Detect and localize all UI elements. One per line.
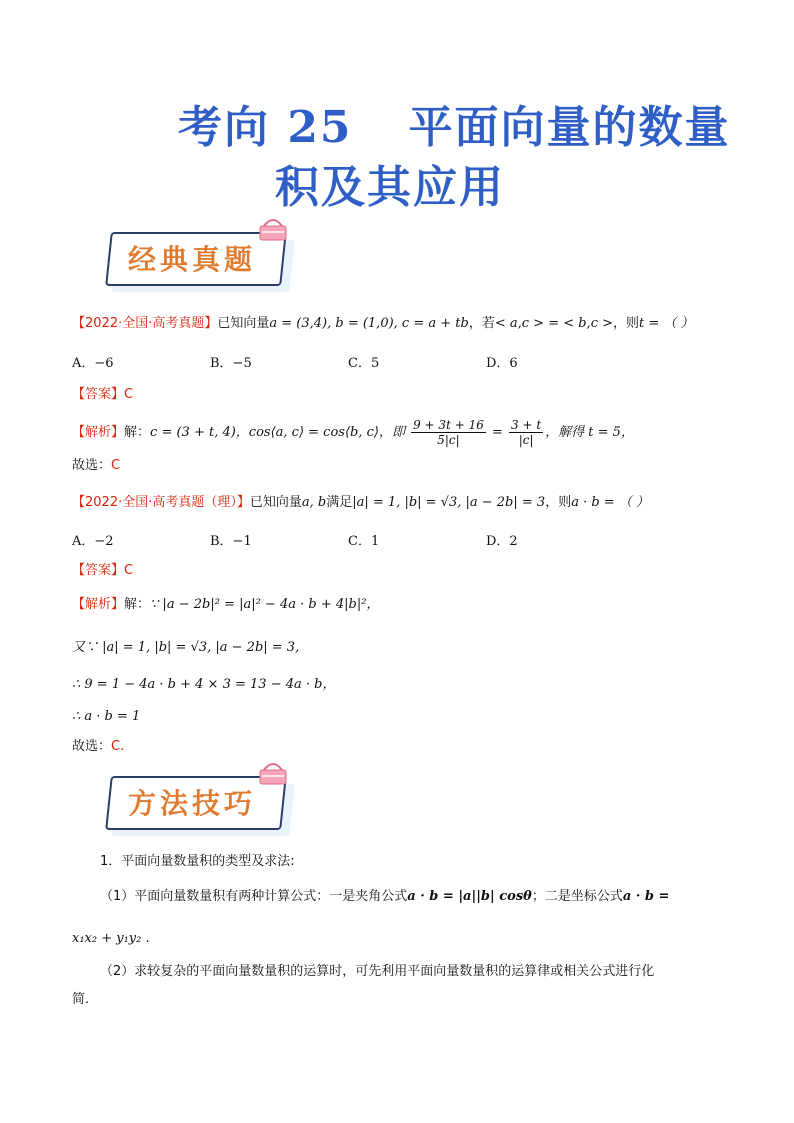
title-topic-number: 考向 25 bbox=[178, 102, 353, 153]
badge-label: 经典真题 bbox=[128, 243, 257, 276]
method-point-1-2-continued: 简. bbox=[72, 992, 90, 1007]
analysis-formula: ，解得 t = 5， bbox=[545, 425, 634, 440]
title-topic-name: 平面向量的数量 bbox=[408, 102, 731, 153]
option-b: B．−5 bbox=[210, 356, 252, 371]
method-text: ；二是坐标公式 bbox=[531, 889, 623, 904]
method-point-1-1 bbox=[100, 887, 669, 907]
select-1 bbox=[72, 456, 120, 476]
question-source: 【2022·全国·高考真题】 bbox=[72, 316, 218, 331]
method-text: （1）平面向量数量积有两种计算公式：一是夹角公式 bbox=[100, 889, 408, 904]
section-badge-classic bbox=[104, 226, 294, 292]
coordinate-formula-continued: x₁x₂ + y₁y₂ . bbox=[72, 931, 150, 946]
analysis-label: 【解析】 bbox=[72, 425, 125, 440]
select-2 bbox=[72, 737, 124, 757]
option-b: B．−1 bbox=[210, 534, 252, 549]
answer-value: C bbox=[124, 387, 134, 402]
fraction-2 bbox=[509, 418, 543, 447]
stem-text: 已知向量 bbox=[217, 316, 270, 331]
select-value: C. bbox=[111, 739, 125, 754]
stem-text: 已知向量 bbox=[249, 495, 302, 510]
answer-1 bbox=[72, 385, 133, 405]
fraction-1 bbox=[411, 418, 486, 447]
condition-formula: < a,c > = < b,c > bbox=[494, 316, 613, 331]
method-point-1-2: （2）求较复杂的平面向量数量积的运算时，可先利用平面向量数量积的运算律或相关公式进行化 bbox=[100, 964, 655, 979]
question-1-stem bbox=[72, 314, 694, 334]
analysis-step: ∵ |a − 2b|² = |a|² − 4a · b + 4|b|²， bbox=[150, 597, 380, 612]
analysis-step: ∴ a · b = 1 bbox=[72, 709, 141, 724]
badge-label: 方法技巧 bbox=[128, 787, 257, 820]
stem-text: 满足 bbox=[326, 495, 353, 510]
stem-text: ，则 bbox=[613, 316, 640, 331]
option-d: D．2 bbox=[486, 534, 518, 549]
analysis-prefix: 解： bbox=[124, 425, 151, 440]
option-a: A．−6 bbox=[72, 356, 114, 371]
binder-clip-icon bbox=[256, 218, 290, 244]
analysis-formula: c = (3 + t, 4)，cos⟨a, c⟩ = cos⟨b, c⟩，即 bbox=[150, 425, 405, 440]
question-ask: t = （ ） bbox=[639, 316, 694, 331]
page-title-line2: 积及其应用 bbox=[275, 162, 505, 213]
analysis-step: ∴ 9 = 1 − 4a · b + 4 × 3 = 13 − 4a · b， bbox=[72, 677, 336, 692]
section-badge-method bbox=[104, 770, 294, 836]
question-source: 【2022·全国·高考真题（理）】 bbox=[72, 495, 250, 510]
question-2-stem bbox=[72, 493, 649, 513]
analysis-step: 又∵ |a| = 1, |b| = √3, |a − 2b| = 3, bbox=[72, 640, 300, 655]
binder-clip-icon bbox=[256, 762, 290, 788]
answer-label: 【答案】 bbox=[72, 563, 125, 578]
analysis-1: 【解析】解：c = (3 + t, 4)，cos⟨a, c⟩ = cos⟨b, c⟩，即 $\frac{9 + 3t + 16}{5|c|}$ = $\frac{3 + t}{|c|}$ ，解得 t = 5， bbox=[72, 418, 634, 447]
fraction-numerator: 3 + t bbox=[511, 418, 542, 432]
angle-formula: a · b = |a||b| cosθ bbox=[407, 889, 532, 904]
question-ask: a · b = （ ） bbox=[571, 495, 649, 510]
option-a: A．−2 bbox=[72, 534, 114, 549]
fraction-numerator: 9 + 3t + 16 bbox=[413, 418, 484, 432]
option-c: C．5 bbox=[348, 356, 380, 371]
fraction-denominator: 5|c| bbox=[437, 433, 460, 447]
page-title-line1 bbox=[178, 100, 731, 156]
stem-text: ，若 bbox=[468, 316, 495, 331]
coordinate-formula: a · b = bbox=[622, 889, 670, 904]
select-label: 故选： bbox=[72, 739, 112, 754]
condition-formula: a = (3,4), b = (1,0), c = a + tb bbox=[269, 316, 469, 331]
select-label: 故选： bbox=[72, 458, 112, 473]
condition-formula: |a| = 1, |b| = √3, |a − 2b| = 3 bbox=[352, 495, 546, 510]
answer-value: C bbox=[124, 563, 134, 578]
stem-text: ，则 bbox=[545, 495, 572, 510]
method-point-1: 1．平面向量数量积的类型及求法: bbox=[100, 854, 295, 869]
answer-label: 【答案】 bbox=[72, 387, 125, 402]
select-value: C bbox=[111, 458, 121, 473]
option-d: D．6 bbox=[486, 356, 518, 371]
condition-formula: a, b bbox=[301, 495, 327, 510]
answer-2 bbox=[72, 561, 133, 581]
analysis-prefix: 解： bbox=[124, 597, 151, 612]
option-c: C．1 bbox=[348, 534, 380, 549]
fraction-denominator: |c| bbox=[518, 433, 534, 447]
analysis-label: 【解析】 bbox=[72, 597, 125, 612]
analysis-2 bbox=[72, 595, 379, 615]
